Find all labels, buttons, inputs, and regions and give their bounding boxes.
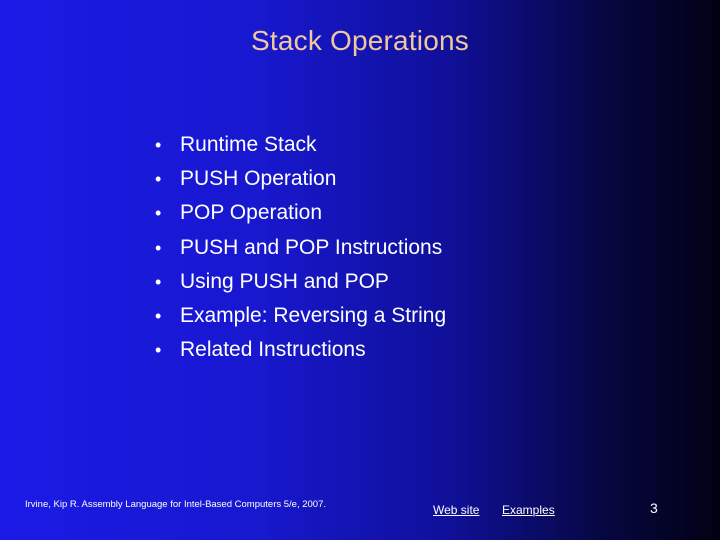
bullet-text: PUSH Operation bbox=[180, 167, 337, 191]
bullet-text: Related Instructions bbox=[180, 338, 366, 362]
bullet-text: Runtime Stack bbox=[180, 133, 317, 156]
bullet-text: Using PUSH and POP bbox=[180, 269, 389, 293]
bullet-glyph: • bbox=[155, 237, 162, 258]
bullet-glyph: • bbox=[155, 135, 162, 155]
bullet-text: POP Operation bbox=[180, 201, 323, 225]
slide-number: 3 bbox=[650, 500, 658, 516]
bullet-glyph: • bbox=[155, 271, 162, 292]
bullet-text: PUSH and POP Instructions bbox=[180, 235, 443, 259]
bullet-glyph: • bbox=[155, 305, 162, 326]
bullet-text: Example: Reversing a String bbox=[180, 303, 447, 327]
bullet-glyph: • bbox=[155, 340, 162, 361]
bullet-glyph: • bbox=[155, 169, 162, 190]
web-site-link[interactable]: Web site bbox=[433, 503, 480, 517]
examples-link[interactable]: Examples bbox=[502, 503, 555, 517]
bullet-glyph: • bbox=[155, 203, 162, 224]
slide-title: Stack Operations bbox=[251, 25, 469, 56]
footer-citation: Irvine, Kip R. Assembly Language for Intel-Based Computers 5/e, 2007. bbox=[25, 499, 326, 510]
